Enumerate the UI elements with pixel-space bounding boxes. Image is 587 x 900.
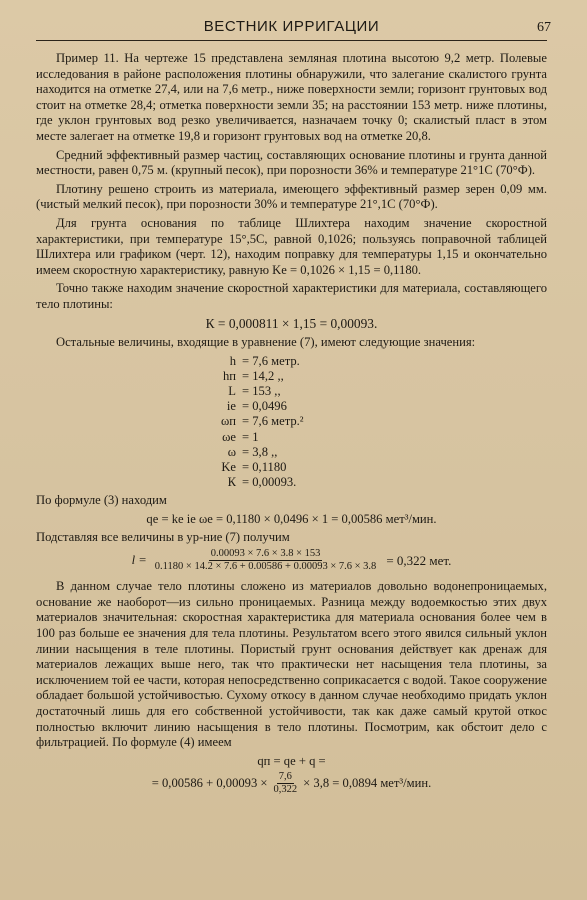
value-amount: = 3,8 ,,	[242, 444, 278, 459]
value-symbol: К	[227, 475, 236, 490]
paragraph-dam-body: Точно также находим значение скоростной характеристики для материала, составляющего тело плотины:	[36, 281, 547, 311]
page-number: 67	[537, 20, 551, 35]
paragraph-substituting: Подставляя все величины в ур-ние (7) получим	[36, 529, 290, 544]
value-symbol: ωп	[220, 414, 236, 429]
paragraph-foundation: Для грунта основания по таблице Шлихтера находим значение скоростной характеристики, при температуре 15°,5С, равной 0,1026; пользуясь поправочной таблицей Шлихтера или графиком (черт. 12), находим поправку для температуры 1,15 и окончательно имеем скоростную характеристику, равную Kе = 0,1026 × 1,15 = 0,1180.	[36, 215, 547, 277]
paragraph-remaining-values: Остальные величины, входящие в уравнение (7), имеют следующие значения:	[56, 335, 476, 350]
equation-l-lhs: l =	[131, 552, 147, 567]
equation-qe: qе = kе iе ωе = 0,1180 × 0,0496 × 1 = 0,00586 мет³/мин.	[146, 511, 437, 526]
value-amount: = 7,6 метр.²	[242, 414, 304, 429]
value-amount: = 0,00093.	[242, 475, 297, 490]
value-row	[36, 384, 547, 399]
value-row	[36, 445, 547, 460]
paragraph-formula-3: По формуле (3) находим	[36, 493, 167, 508]
value-row	[36, 414, 547, 429]
value-amount: = 0,1180	[242, 460, 287, 474]
equation-l-result: = 0,322 мет.	[386, 552, 452, 568]
value-symbol: h	[229, 353, 236, 368]
value-symbol: L	[228, 384, 236, 399]
value-amount: = 0,0496	[242, 399, 287, 414]
paragraph-discussion: В данном случае тело плотины сложено из материалов довольно водонепроницаемых, основание же наоборот—из сильно проницаемых. Разница между водоемкостью этих двух материалов значительная: скоростная характеристика для материала основания более чем в 100 раз больше ее значения для тела плотины. Результатом всего этого явился сильный уклон линии насыщения в теле плотины. Пористый грунт основания действует как дренаж для материалов лежащих выше него, так что практически нет насыщения тела плотины, за исключением той ее части, которая непосредственно соприкасается с водой. Такое сооружение обладает большой устойчивостью. Сухому откосу в данном случае необходимо придать уклон достаточный лишь для его собственной устойчивости, так как даже самый крутой откос полностью включит линию насыщения в тело плотины. Посмотрим, как обстоит дело с фильтрацией. По формуле (4) имеем	[36, 579, 547, 750]
equation-filtration	[36, 771, 547, 796]
article-body	[36, 41, 547, 796]
value-symbol: ω	[227, 444, 236, 459]
equation-l-denominator: 0.1180 × 14.2 × 7.6 + 0.00586 + 0.00093 × 7.6 × 3.8	[154, 561, 377, 573]
value-symbol: hп	[222, 368, 236, 383]
values-list	[36, 354, 547, 491]
equation-k: К = 0,000811 × 1,15 = 0,00093.	[205, 315, 378, 331]
equation-qn: qп = qе + q =	[257, 753, 326, 768]
value-amount: = 7,6 метр.	[242, 353, 300, 368]
value-row	[36, 354, 547, 369]
equation-l-fraction	[153, 548, 379, 573]
equation-filtration-denominator: 0,322	[273, 784, 298, 796]
value-amount: = 1	[242, 429, 259, 444]
value-row	[36, 475, 547, 490]
page-header	[36, 0, 551, 41]
value-row	[36, 430, 547, 445]
value-row	[36, 369, 547, 384]
paragraph-particle-size: Средний эффективный размер частиц, составляющих основание плотины и грунта данной местности, равен 0,75 м. (крупный песок), при порозности 36% и температуре 21°1С (70°Ф).	[36, 147, 547, 178]
paragraph-example: Пример 11. На чертеже 15 представлена земляная плотина высотою 9,2 метр. Полевые исследования в районе расположения плотины обнаружили, что залегание скалистого грунта находится на отметке 27,4, или на 7,6 метр., ниже поверхности земли; горизонт грунтовых вод стоит на отметке 28,4; отметка поверхности земли 35; на расстоянии 153 метр. ниже плотины, где уклон грунтовых вод резко увеличивается, назначаем точку 0; скалистый пласт в этом месте залегает на отметке 19,8 и горизонт грунтовых вод на отметке 20,8.	[36, 51, 547, 143]
value-symbol: ωе	[222, 429, 236, 444]
journal-title: ВЕСТНИК ИРРИГАЦИИ	[203, 18, 380, 35]
equation-filtration-right: × 3,8 = 0,0894 мет³/мин.	[303, 775, 432, 790]
value-symbol: Kе	[221, 460, 236, 474]
equation-l-numerator: 0.00093 × 7.6 × 3.8 × 153	[210, 548, 321, 560]
paragraph-dam-material: Плотину решено строить из материала, имеющего эффективный размер зерен 0,09 мм. (чистый мелкий песок), при порозности 30% и температуре 21°,1С (70°Ф).	[36, 181, 547, 212]
value-row	[36, 460, 547, 475]
equation-l	[36, 548, 547, 573]
value-symbol: iе	[226, 399, 236, 414]
value-amount: = 153 ,,	[242, 384, 281, 399]
value-row	[36, 399, 547, 414]
equation-filtration-numerator: 7,6	[278, 771, 292, 783]
value-amount: = 14,2 ,,	[242, 368, 284, 383]
equation-filtration-left: = 0,00586 + 0,00093 ×	[151, 775, 268, 790]
equation-filtration-fraction	[272, 771, 300, 796]
